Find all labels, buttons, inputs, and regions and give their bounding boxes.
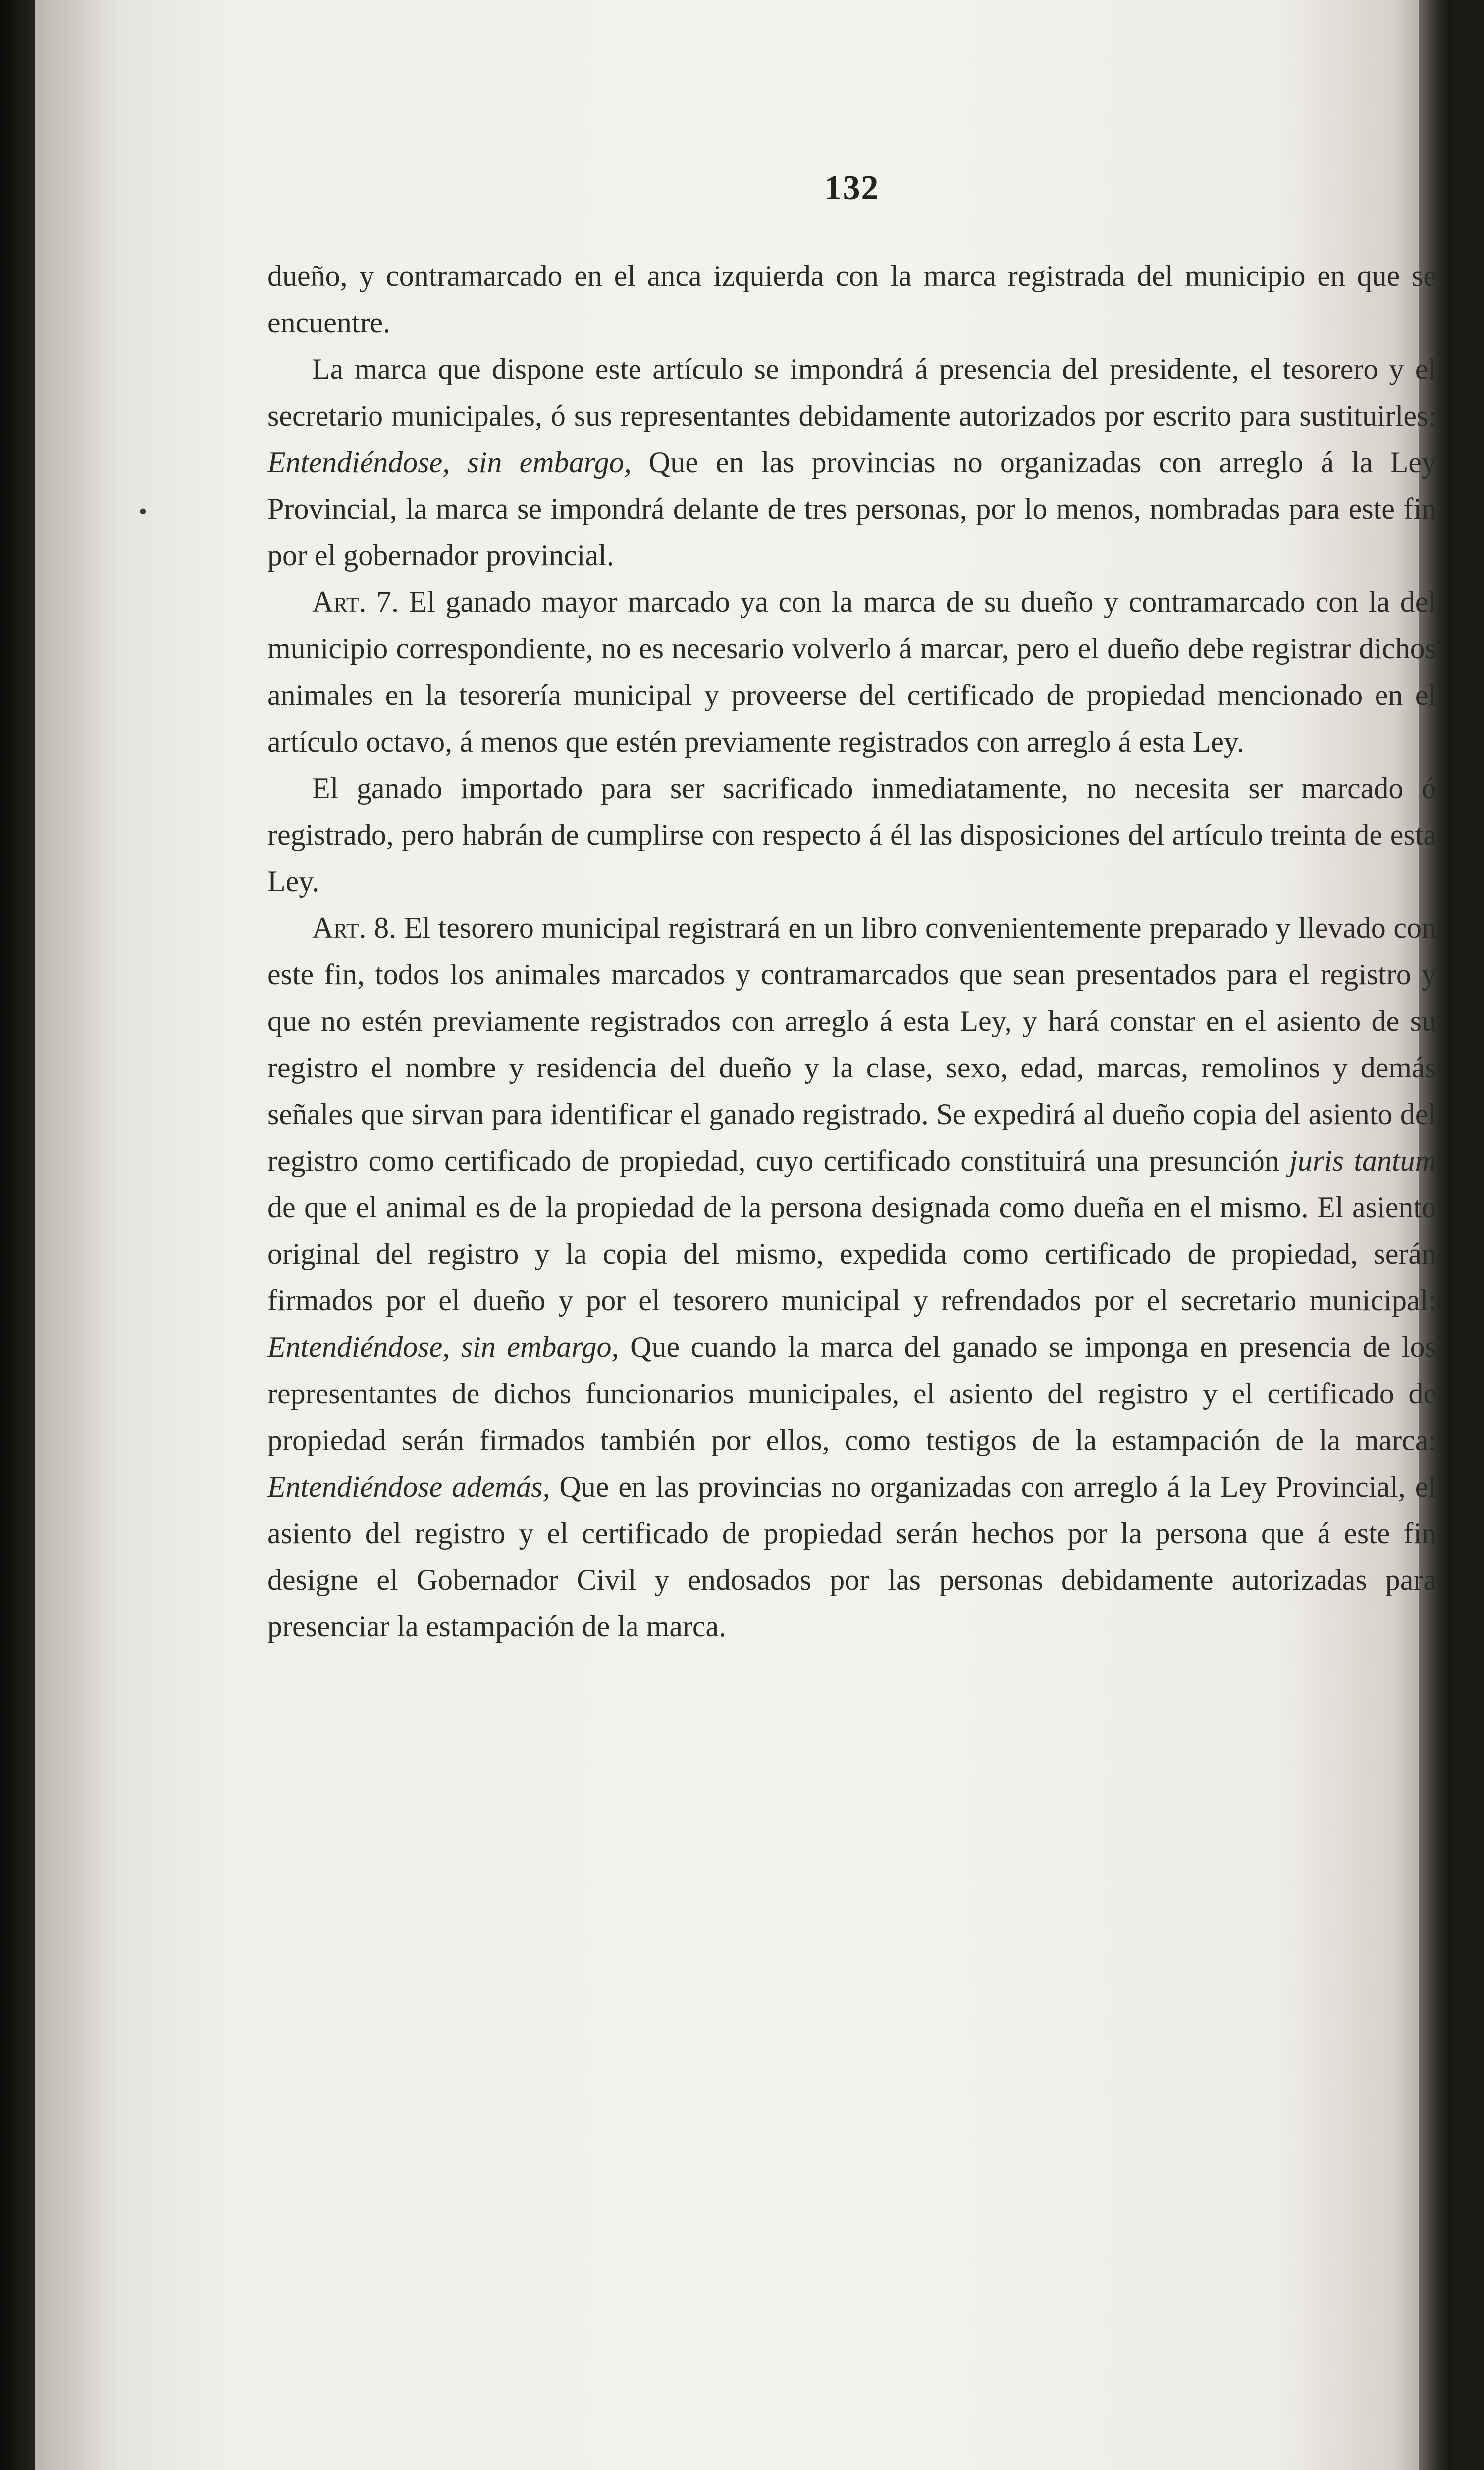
article-heading: Art. 7. xyxy=(312,586,399,618)
italic-text: Entendiéndose, sin embargo, xyxy=(267,446,632,479)
paragraph-text: La marca que dispone este artículo se impondrá á presencia del presidente, el tesorero y el secretario municipales, ó sus representantes debidamente autorizados por escrito para sustituirles: xyxy=(267,353,1436,432)
paragraph-p4 xyxy=(267,765,1436,905)
page-number: 132 xyxy=(824,169,880,207)
italic-text: Entendiéndose, sin embargo, xyxy=(267,1331,619,1363)
paragraph-text: El ganado mayor marcado ya con la marca de su dueño y contramarcado con la del municipio correspondiente, no es necesario volverlo á marcar, pero el dueño debe registrar dichos animales en la tesorería municipal y proveerse del certificado de propiedad mencionado en el artículo octavo, á menos que estén previamente registrados con arreglo á esta Ley. xyxy=(267,586,1437,758)
article-heading: Art. 8. xyxy=(312,912,397,944)
paragraph-p1 xyxy=(267,253,1436,346)
book-page xyxy=(35,0,1451,2470)
paragraph-p3 xyxy=(267,579,1436,765)
margin-mark: • xyxy=(139,498,147,525)
paragraph-p2 xyxy=(267,346,1436,579)
italic-text: Entendiéndose además, xyxy=(267,1470,550,1503)
paragraph-text: dueño, y contramarcado en el anca izquierda con la marca registrada del municipio en que se encuentre. xyxy=(267,260,1436,339)
paragraph-text: Que en las provincias no organizadas con arreglo á la Ley Provincial, el asiento del registro y el certificado de propiedad serán hechos por la persona que á este fin designe el Gobernador Civil y endosados por las personas debidamente autorizadas para presenciar la estampación de la marca. xyxy=(267,1470,1436,1643)
paragraph-text: Que en las provincias no organizadas con arreglo á la Ley Provincial, la marca se impondrá delante de tres personas, por lo menos, nombradas para este fin por el gobernador provincial. xyxy=(267,446,1436,572)
paragraph-text: de que el animal es de la propiedad de la persona designada como dueña en el mismo. El asiento original del registro y la copia del mismo, expedida como certificado de propiedad, serán firmados por el dueño y por el tesorero municipal y refrendados por el secretario municipal: xyxy=(267,1191,1436,1317)
paragraph-p5 xyxy=(267,905,1436,1650)
italic-text: juris tantum xyxy=(1289,1144,1436,1177)
paragraph-text: El tesorero municipal registrará en un libro convenientemente preparado y llevado con este fin, todos los animales marcados y contramarcados que sean presentados para el registro y que no estén previamente registrados con arreglo á esta Ley, y hará constar en el asiento de su registro el nombre y residencia del dueño y la clase, sexo, edad, marcas, remolinos y demás señales que sirvan para identificar el ganado registrado. Se expedirá al dueño copia del asiento del registro como certificado de propiedad, cuyo certificado constituirá una presunción xyxy=(267,912,1436,1177)
paragraph-text: El ganado importado para ser sacrificado inmediatamente, no necesita ser marcado ó registrado, pero habrán de cumplirse con respecto á él las disposiciones del artículo treinta de esta Ley. xyxy=(267,772,1436,898)
paragraph-list xyxy=(267,253,1436,1650)
paragraph-text: Que cuando la marca del ganado se imponga en presencia de los representantes de dichos funcionarios municipales, el asiento del registro y el certificado de propiedad serán firmados también por ellos, como testigos de la estampación de la marca: xyxy=(267,1331,1437,1456)
page-text-block xyxy=(267,149,1436,1650)
